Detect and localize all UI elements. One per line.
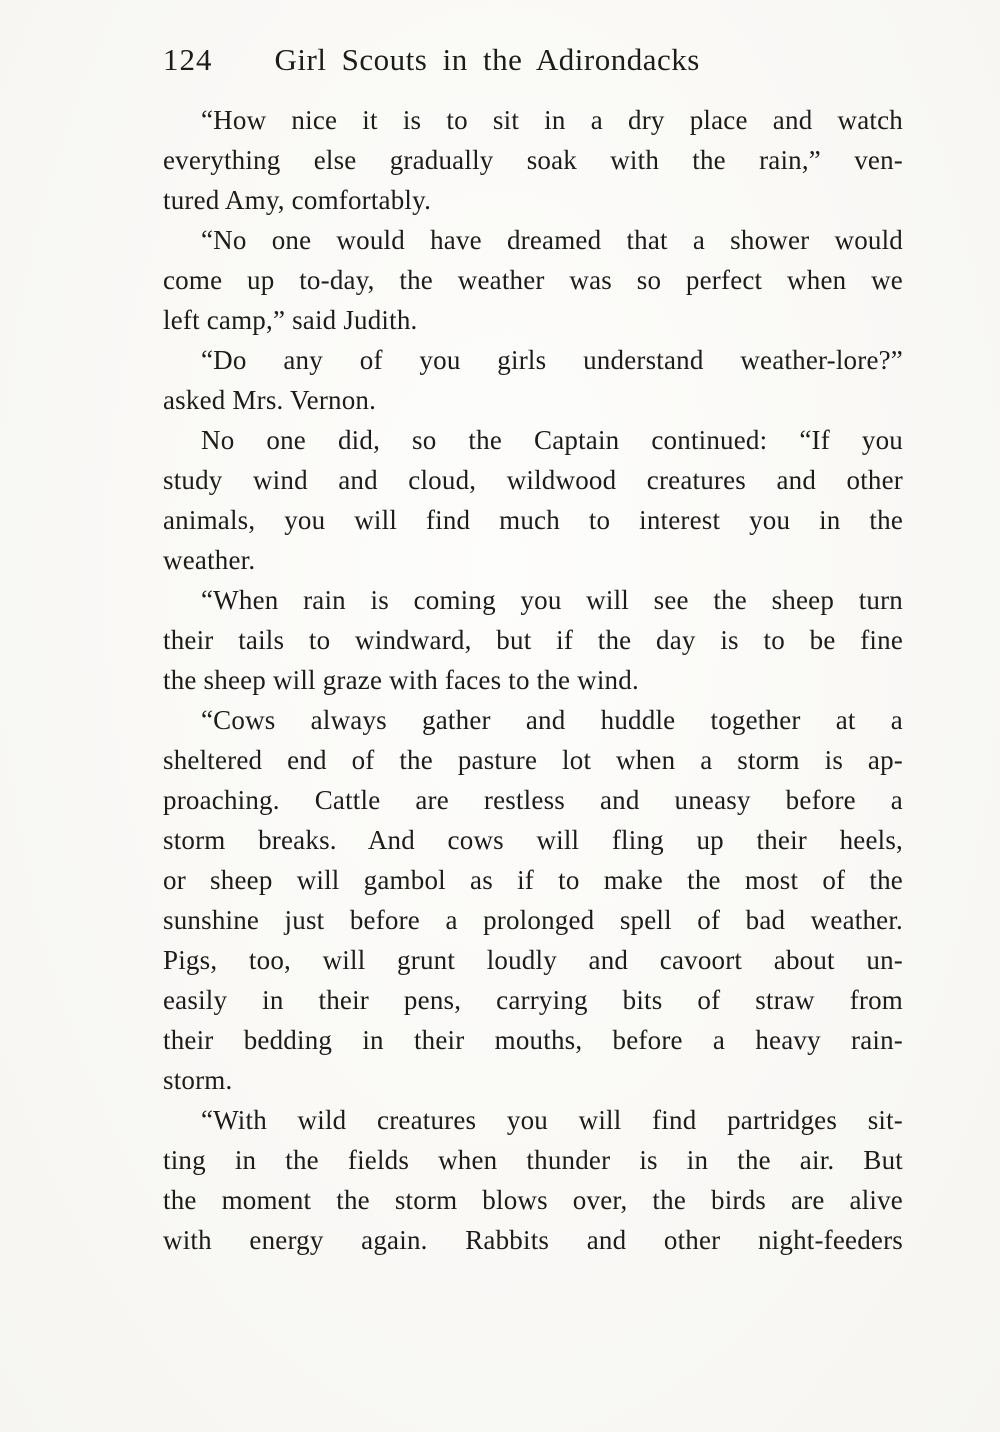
- text-line: sheltered end of the pasture lot when a storm is ap-: [163, 745, 903, 775]
- text-line: study wind and cloud, wildwood creatures and other: [163, 465, 903, 495]
- text-line: “With wild creatures you will find partridges sit-: [201, 1105, 903, 1135]
- paragraph: [163, 420, 903, 580]
- paragraph: [163, 340, 903, 420]
- text-line: or sheep will gambol as if to make the most of the: [163, 865, 903, 895]
- text-line: ting in the fields when thunder is in the air. But: [163, 1145, 903, 1175]
- text-line: their tails to windward, but if the day is to be fine: [163, 625, 903, 655]
- text-line: “How nice it is to sit in a dry place and watch: [201, 105, 903, 135]
- paragraph: [163, 100, 903, 220]
- paragraph: [163, 220, 903, 340]
- text-line: animals, you will find much to interest you in the: [163, 505, 903, 535]
- text-line: the sheep will graze with faces to the wind.: [163, 665, 639, 695]
- text-line: storm.: [163, 1065, 233, 1095]
- paragraph: [163, 580, 903, 700]
- text-line: sunshine just before a prolonged spell of bad weather.: [163, 905, 903, 935]
- text-line: tured Amy, comfortably.: [163, 185, 432, 215]
- text-line: Pigs, too, will grunt loudly and cavoort about un-: [163, 945, 903, 975]
- paragraph: [163, 700, 903, 1100]
- text-line: weather.: [163, 545, 256, 575]
- text-line: come up to-day, the weather was so perfect when we: [163, 265, 903, 295]
- text-line: asked Mrs. Vernon.: [163, 385, 377, 415]
- text-line: easily in their pens, carrying bits of straw from: [163, 985, 903, 1015]
- text-line: the moment the storm blows over, the birds are alive: [163, 1185, 903, 1215]
- text-line: storm breaks. And cows will fling up their heels,: [163, 825, 903, 855]
- paragraph: [163, 1100, 903, 1260]
- text-line: everything else gradually soak with the rain,” ven-: [163, 145, 903, 175]
- text-line: proaching. Cattle are restless and uneasy before a: [163, 785, 903, 815]
- page-body: [163, 100, 903, 1260]
- text-line: No one did, so the Captain continued: “If you: [201, 425, 903, 455]
- text-line: “When rain is coming you will see the sheep turn: [201, 585, 903, 615]
- page-number: 124: [163, 42, 213, 77]
- text-line: “Cows always gather and huddle together at a: [201, 705, 903, 735]
- text-line: “Do any of you girls understand weather-lore?”: [201, 345, 903, 375]
- page-header: [150, 42, 903, 78]
- running-title: Girl Scouts in the Adirondacks: [274, 42, 700, 77]
- text-line: their bedding in their mouths, before a heavy rain-: [163, 1025, 903, 1055]
- text-line: “No one would have dreamed that a shower would: [201, 225, 903, 255]
- text-line: left camp,” said Judith.: [163, 305, 418, 335]
- text-line: with energy again. Rabbits and other night-feeders: [163, 1225, 903, 1255]
